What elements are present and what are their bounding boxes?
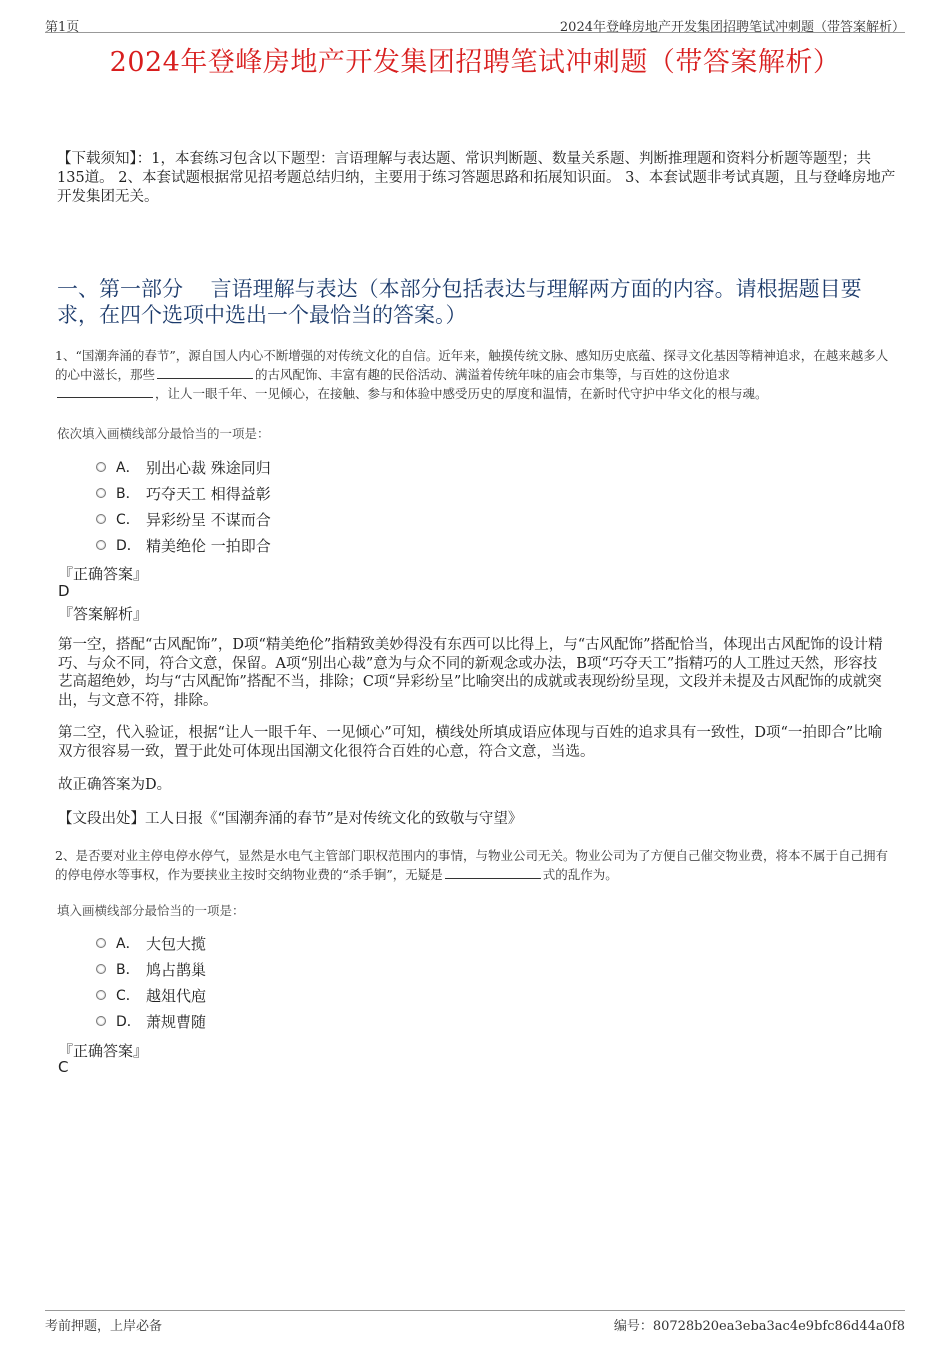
- fill-blank: [445, 866, 541, 879]
- answer-label: 『正确答案』: [58, 565, 149, 583]
- option-text: 别出心裁 殊途同归: [146, 458, 271, 477]
- option-text: 大包大揽: [146, 934, 207, 953]
- analysis-paragraph-1: 第一空，搭配“古风配饰”，D项“精美绝伦”指精致美妙得没有东西可以比得上，与“古风配饰”搭配恰当，体现出古风配饰的设计精巧、与众不同，符合文意，保留。A项“别出心裁”意为与众不同的新观念或办法，B项“巧夺天工”指精巧的人工胜过天然，形容技艺高超绝妙，均与“古风配饰”搭配不当，排除；C项“异彩纷呈”比喻突出的成就或表现纷纷呈现，文段并未提及古风配饰的成就突出，与文意不符，排除。: [58, 637, 883, 709]
- option-letter: D．: [116, 538, 141, 554]
- analysis-conclusion: 故正确答案为D。: [58, 777, 172, 793]
- question-1-prompt: 依次填入画横线部分最恰当的一项是：: [57, 426, 270, 441]
- fill-blank: [157, 366, 253, 379]
- option-a[interactable]: [96, 930, 206, 956]
- option-text: 精美绝伦 一拍即合: [146, 536, 271, 555]
- option-letter: A．: [116, 936, 140, 952]
- option-letter: B．: [116, 486, 140, 502]
- question-2-text-b: 式的乱作为。: [542, 867, 618, 882]
- option-b[interactable]: [96, 480, 271, 506]
- source-citation: 【文段出处】工人日报《“国潮奔涌的春节”是对传统文化的致敬与守望》: [58, 811, 523, 827]
- option-d[interactable]: [96, 532, 271, 558]
- option-text: 巧夺天工 相得益彰: [146, 484, 271, 503]
- page-number: 第1页: [45, 20, 80, 35]
- question-2-options: [96, 930, 206, 1034]
- question-1-text-a: 1、“国潮奔涌的春节”，源自国人内心不断增强的对传统文化的自信。近年来，触摸传统文脉、感知历史底蕴、探寻文化基因等精神追求，在越来越多人的心中滋长，那些: [55, 348, 889, 382]
- option-letter: A．: [116, 460, 140, 476]
- answer-value: C: [58, 1058, 69, 1076]
- question-1-text-c: ，让人一眼千年、一见倾心，在接触、参与和体验中感受历史的厚度和温情，在新时代守护中华文化的根与魂。: [155, 386, 768, 401]
- radio-icon[interactable]: [96, 938, 106, 948]
- option-a[interactable]: [96, 454, 271, 480]
- option-b[interactable]: [96, 956, 206, 982]
- option-text: 鸠占鹊巢: [146, 960, 207, 979]
- radio-icon[interactable]: [96, 514, 106, 524]
- radio-icon[interactable]: [96, 990, 106, 1000]
- option-letter: D．: [116, 1014, 141, 1030]
- question-1-options: [96, 454, 271, 558]
- section-title: 一、第一部分 言语理解与表达（本部分包括表达与理解两方面的内容。请根据题目要求，在四个选项中选出一个最恰当的答案。）: [57, 277, 862, 327]
- option-text: 越俎代庖: [146, 986, 207, 1005]
- footer-slogan: 考前押题，上岸必备: [45, 1319, 163, 1334]
- download-notice: 【下载须知】：1，本套练习包含以下题型：言语理解与表达题、常识判断题、数量关系题、判断推理题和资料分析题等题型；共135道。 2、本套试题根据常见招考题总结归纳，主要用于练习答题思路和拓展知识面。 3、本套试题非考试真题，且与登峰房地产开发集团无关。: [57, 151, 896, 205]
- question-2-prompt: 填入画横线部分最恰当的一项是：: [57, 903, 245, 918]
- fill-blank: [57, 385, 153, 398]
- radio-icon[interactable]: [96, 540, 106, 550]
- analysis-label: 『答案解析』: [58, 605, 149, 623]
- header-doc-title: 2024年登峰房地产开发集团招聘笔试冲刺题（带答案解析）: [559, 20, 905, 35]
- analysis-paragraph-2: 第二空，代入验证，根据“让人一眼千年、一见倾心”可知，横线处所填成语应体现与百姓的追求具有一致性，D项“一拍即合”比喻双方很容易一致，置于此处可体现出国潮文化很符合百姓的心意，符合文意，当选。: [58, 725, 883, 760]
- radio-icon[interactable]: [96, 462, 106, 472]
- option-letter: C．: [116, 512, 140, 528]
- option-text: 萧规曹随: [146, 1012, 207, 1031]
- question-1-text-b: 的古风配饰、丰富有趣的民俗活动、满溢着传统年味的庙会市集等，与百姓的这份追求: [255, 367, 731, 382]
- radio-icon[interactable]: [96, 1016, 106, 1026]
- answer-value: D: [58, 582, 70, 600]
- question-2-text-a: 2、是否要对业主停电停水停气，显然是水电气主管部门职权范围内的事情，与物业公司无关。物业公司为了方便自己催交物业费，将本不属于自己拥有的停电停水等事权，作为要挟业主按时交纳物业费的“杀手锏”，无疑是: [55, 848, 888, 882]
- option-c[interactable]: [96, 506, 271, 532]
- question-1-text: [55, 346, 898, 403]
- radio-icon[interactable]: [96, 964, 106, 974]
- option-c[interactable]: [96, 982, 206, 1008]
- answer-label: 『正确答案』: [58, 1042, 149, 1060]
- option-letter: B．: [116, 962, 140, 978]
- page-footer: [45, 1310, 905, 1335]
- page-header: [45, 12, 905, 33]
- question-2-text: [55, 846, 898, 884]
- radio-icon[interactable]: [96, 488, 106, 498]
- document-title: 2024年登峰房地产开发集团招聘笔试冲刺题（带答案解析）: [109, 47, 841, 78]
- option-letter: C．: [116, 988, 140, 1004]
- document-id: 编号：80728b20ea3eba3ac4e9bfc86d44a0f8: [613, 1319, 905, 1334]
- option-text: 异彩纷呈 不谋而合: [146, 510, 271, 529]
- option-d[interactable]: [96, 1008, 206, 1034]
